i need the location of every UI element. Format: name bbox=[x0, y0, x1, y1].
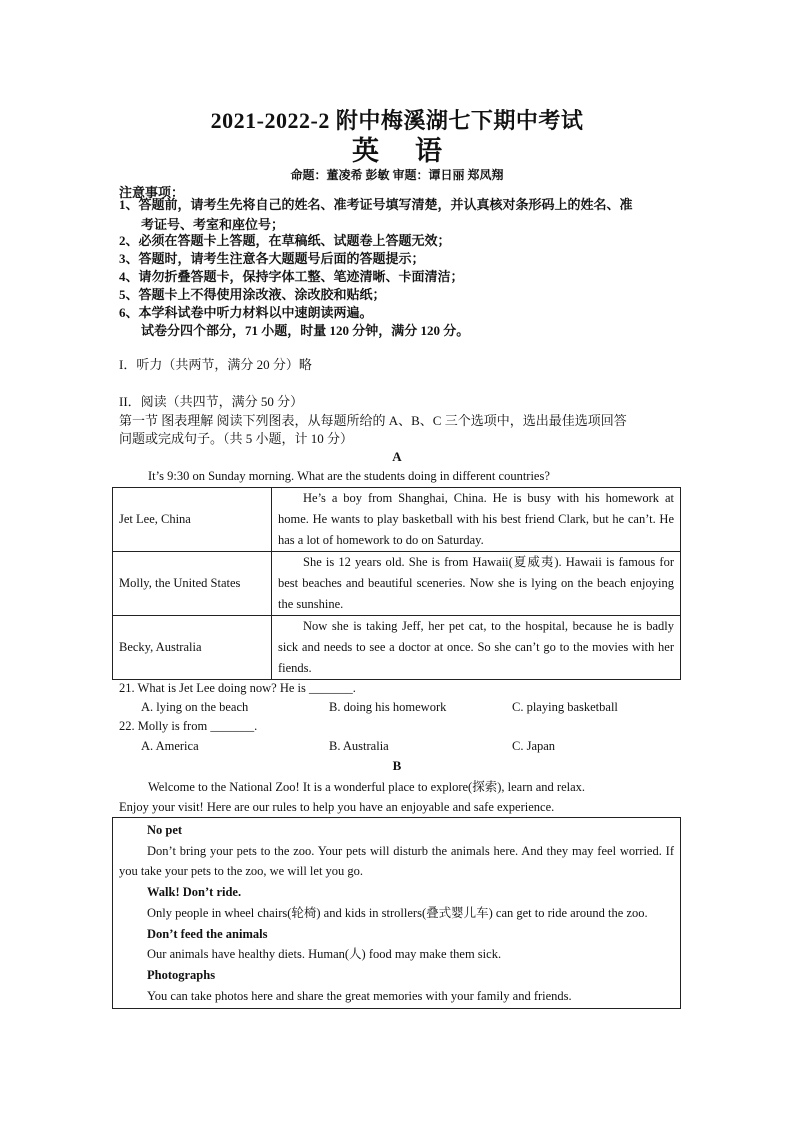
authors-line: 命题：董凌希 彭敏 审题：谭日丽 郑凤翔 bbox=[290, 168, 504, 182]
table-row bbox=[113, 552, 681, 616]
subject-title: 英语 bbox=[352, 136, 478, 166]
question-22-option-c: C. Japan bbox=[512, 739, 556, 753]
passage-b-intro-cont: Enjoy your visit! Here are our rules to help you have an enjoyable and safe experience. bbox=[119, 800, 555, 814]
rule-text: Our animals have healthy diets. Human(人) food may make them sick. bbox=[147, 947, 502, 962]
question-22-option-a: A. America bbox=[141, 739, 199, 753]
question-22-stem: 22. Molly is from _______. bbox=[119, 719, 258, 733]
note-item: 1、答题前，请考生先将自己的姓名、准考证号填写清楚，并认真核对条形码上的姓名、准 bbox=[119, 197, 633, 212]
note-item: 5、答题卡上不得使用涂改液、涂改胶和贴纸； bbox=[119, 287, 386, 302]
note-item: 6、本学科试卷中听力材料以中速朗读两遍。 bbox=[119, 305, 373, 320]
zoo-rules-box bbox=[112, 817, 681, 1009]
note-item: 3、答题时，请考生注意各大题题号后面的答题提示； bbox=[119, 251, 425, 266]
table-row bbox=[113, 616, 681, 680]
question-22-option-b: B. Australia bbox=[329, 739, 389, 753]
student-description-cell: She is 12 years old. She is from Hawaii(夏威夷). Hawaii is famous for best beaches and beautiful sceneries. Now she is lying on the beach enjoying the sunshine. bbox=[272, 552, 681, 616]
passage-a-label: A bbox=[392, 449, 402, 464]
reading-section-heading: II．阅读（共四节，满分 50 分） bbox=[119, 394, 304, 409]
notes-heading: 注意事项： bbox=[119, 185, 185, 200]
student-name-cell: Jet Lee, China bbox=[113, 488, 272, 552]
passage-a-intro: It’s 9:30 on Sunday morning. What are the students doing in different countries? bbox=[148, 469, 550, 483]
table-row bbox=[113, 488, 681, 552]
question-21-option-b: B. doing his homework bbox=[329, 700, 447, 714]
rule-heading: Photographs bbox=[147, 967, 216, 982]
note-item: 2、必须在答题卡上答题，在草稿纸、试题卷上答题无效； bbox=[119, 233, 451, 248]
part1-instruction-cont: 问题或完成句子。（共 5 小题，计 10 分） bbox=[119, 431, 354, 446]
rule-heading: Don’t feed the animals bbox=[147, 926, 268, 941]
rule-text: Only people in wheel chairs(轮椅) and kids in strollers(叠式婴儿车) can get to ride around the zoo. bbox=[147, 905, 648, 920]
note-item: 4、请勿折叠答题卡，保持字体工整、笔迹清晰、卡面清洁； bbox=[119, 269, 464, 284]
listening-section-heading: I．听力（共两节，满分 20 分）略 bbox=[119, 357, 312, 372]
note-item-continued: 考证号、考室和座位号； bbox=[141, 217, 285, 232]
students-table bbox=[112, 487, 681, 680]
rule-heading: Walk! Don’t ride. bbox=[147, 885, 242, 900]
part1-instruction: 第一节 图表理解 阅读下列图表，从每题所给的 A、B、C 三个选项中，选出最佳选项回答 bbox=[119, 413, 627, 428]
passage-b-label: B bbox=[392, 758, 402, 773]
rule-text: Don’t bring your pets to the zoo. Your pets will disturb the animals here. And they may feel worried. If you take your pets to the zoo, we will let you go. bbox=[119, 843, 674, 879]
exam-format-note: 试卷分四个部分，71 小题，时量 120 分钟，满分 120 分。 bbox=[141, 323, 470, 338]
student-description-cell: He’s a boy from Shanghai, China. He is busy with his homework at home. He wants to play basketball with his best friend Clark, but he can’t. He has a lot of homework to do on Saturday. bbox=[272, 488, 681, 552]
question-21-option-a: A. lying on the beach bbox=[141, 700, 249, 714]
rule-text: You can take photos here and share the great memories with your family and friends. bbox=[147, 988, 572, 1003]
passage-b-intro: Welcome to the National Zoo! It is a wonderful place to explore(探索), learn and relax. bbox=[148, 780, 586, 794]
exam-title: 2021-2022-2 附中梅溪湖七下期中考试 bbox=[210, 108, 584, 133]
student-name-cell: Becky, Australia bbox=[113, 616, 272, 680]
question-21-stem: 21. What is Jet Lee doing now? He is _______. bbox=[119, 681, 356, 695]
student-name-cell: Molly, the United States bbox=[113, 552, 272, 616]
student-description-cell: Now she is taking Jeff, her pet cat, to the hospital, because he is badly sick and needs to see a doctor at once. So she can’t go to the movies with her fiends. bbox=[272, 616, 681, 680]
rule-heading: No pet bbox=[147, 823, 183, 837]
question-21-option-c: C. playing basketball bbox=[512, 700, 618, 714]
